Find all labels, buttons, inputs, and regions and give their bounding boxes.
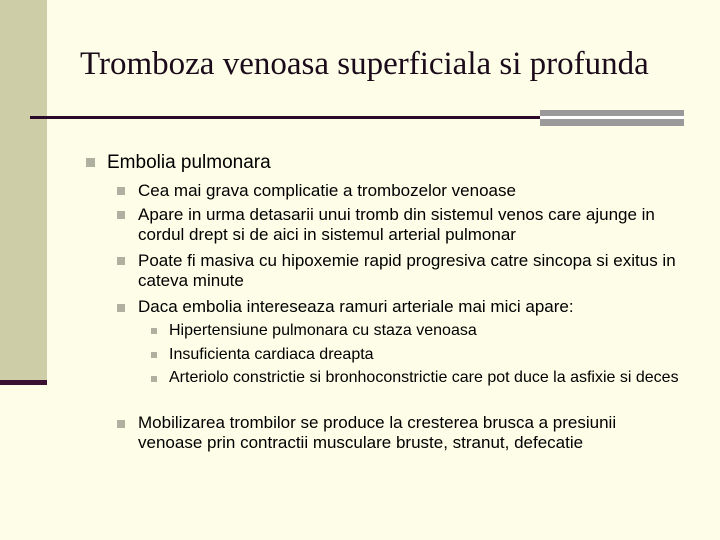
slide-title: Tromboza venoasa superficiala si profunda <box>80 46 649 82</box>
bullet-level3: Arteriolo constrictie si bronhoconstrictie care pot duce la asfixie si deces <box>169 369 679 386</box>
bullet-square-icon <box>151 376 157 382</box>
bullet-square-icon <box>86 158 95 167</box>
bullet-level3: Insuficienta cardiaca dreapta <box>169 346 374 363</box>
bullet-level3: Hipertensiune pulmonara cu staza venoasa <box>169 322 477 339</box>
bullet-square-icon <box>117 304 125 312</box>
bullet-square-icon <box>151 328 157 334</box>
bullet-level2: Poate fi masiva cu hipoxemie rapid progresiva catre sincopa si exitus in cateva minute <box>138 251 676 290</box>
bullet-level2: Mobilizarea trombilor se produce la cresterea brusca a presiunii venoase prin contractii musculare bruste, stranut, defecatie <box>138 413 617 452</box>
bullet-level2: Apare in urma detasarii unui tromb din sistemul venos care ajunge in cordul drept si de aici in sistemul arterial pulmonar <box>138 205 655 244</box>
bullet-square-icon <box>151 352 157 358</box>
bullet-level2: Cea mai grava complicatie a trombozelor venoase <box>138 181 516 200</box>
bullet-level2: Daca embolia intereseaza ramuri arteriale mai mici apare: <box>138 297 574 316</box>
bullet-square-icon <box>117 187 125 195</box>
bullet-level1: Embolia pulmonara <box>107 152 271 173</box>
bullet-square-icon <box>117 257 125 265</box>
bullet-square-icon <box>117 211 125 219</box>
bullet-square-icon <box>117 420 125 428</box>
